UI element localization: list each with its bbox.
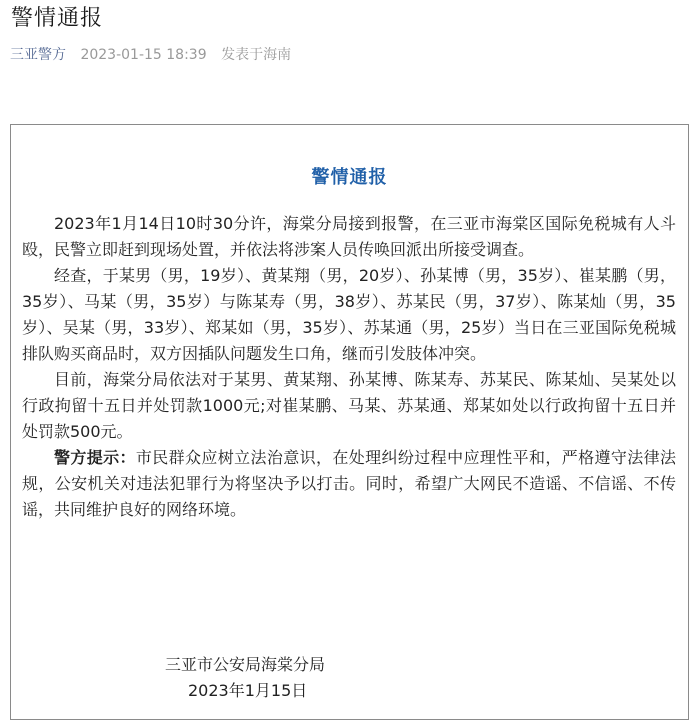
signature-date: 2023年1月15日 <box>188 681 308 700</box>
publish-time: 2023-01-15 18:39 <box>80 47 207 63</box>
tip-text: 市民群众应树立法治意识，在处理纠纷过程中应理性平和，严格遵守法律法规，公安机关对违法犯罪行为将坚决予以打击。同时，希望广大网民不造谣、不信谣、不传谣，共同维护良好的网络环境。 <box>22 448 676 519</box>
notice-signature <box>165 653 325 703</box>
notice-paragraph-1: 2023年1月14日10时30分许，海棠分局接到报警，在三亚市海棠区国际免税城有人斗殴，民警立即赶到现场处置，并依法将涉案人员传唤回派出所接受调查。 <box>22 214 676 259</box>
article-meta <box>10 45 291 65</box>
publish-location: 发表于海南 <box>221 47 292 63</box>
notice-card <box>10 124 689 720</box>
notice-title: 警情通报 <box>311 167 388 188</box>
notice-body <box>22 211 676 523</box>
tip-label: 警方提示： <box>54 448 136 467</box>
author-link[interactable]: 三亚警方 <box>10 47 66 63</box>
article-title: 警情通报 <box>11 6 104 31</box>
notice-paragraph-3: 目前，海棠分局依法对于某男、黄某翔、孙某博、陈某寿、苏某民、陈某灿、吴某处以行政拘留十五日并处罚款1000元;对崔某鹏、马某、苏某通、郑某如处以行政拘留十五日并处罚款500元。 <box>22 370 676 441</box>
notice-tip <box>22 445 676 523</box>
signature-org: 三亚市公安局海棠分局 <box>165 655 326 674</box>
notice-paragraph-2: 经查，于某男（男，19岁）、黄某翔（男，20岁）、孙某博（男，35岁）、崔某鹏（男，35岁）、马某（男，35岁）与陈某寿（男，38岁）、苏某民（男，37岁）、陈某灿（男，35岁）、吴某（男，33岁）、郑某如（男，35岁）、苏某通（男，25岁）当日在三亚国际免税城排队购买商品时，双方因插队问题发生口角，继而引发肢体冲突。 <box>22 266 676 363</box>
